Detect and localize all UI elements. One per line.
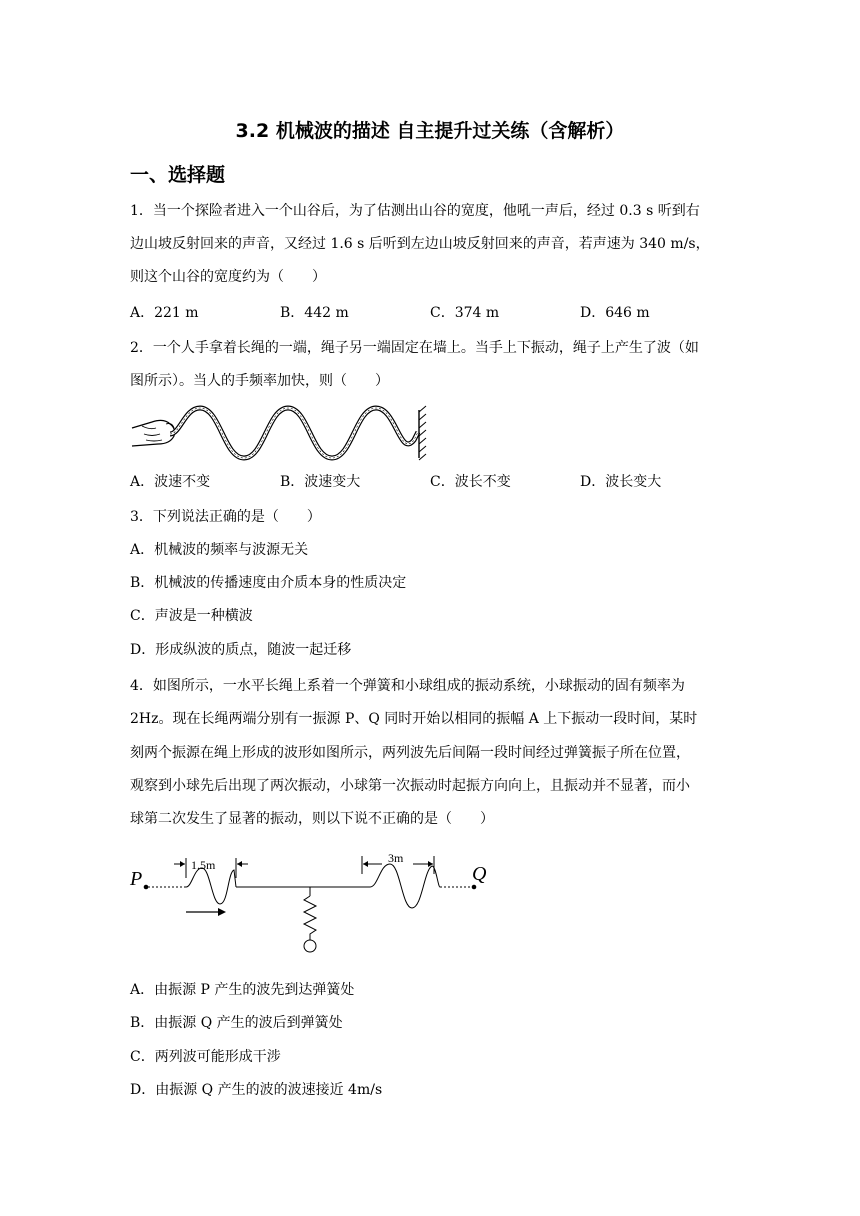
q1-line-3: 则这个山谷的宽度约为（ ） bbox=[130, 269, 326, 285]
source-p-label: P bbox=[130, 868, 143, 890]
rope-wave bbox=[170, 408, 418, 458]
wall bbox=[419, 406, 426, 460]
source-p-dot bbox=[144, 885, 149, 890]
q4-option-c[interactable]: C．两列波可能形成干涉 bbox=[130, 1049, 281, 1065]
q1-option-a[interactable]: A．221 m bbox=[130, 305, 199, 321]
q2-line-1: 2．一个人手拿着长绳的一端，绳子另一端固定在墙上。当手上下振动，绳子上产生了波（如 bbox=[130, 340, 699, 356]
source-q-dot bbox=[472, 885, 477, 890]
q1-line-1: 1．当一个探险者进入一个山谷后，为了估测出山谷的宽度，他吼一声后，经过 0.3 s 听到右 bbox=[130, 203, 700, 219]
q1-line-2: 边山坡反射回来的声音，又经过 1.6 s 后听到左边山坡反射回来的声音，若声速为 340 m/s， bbox=[130, 236, 710, 252]
q4-line-3: 刻两个振源在绳上形成的波形如图所示，两列波先后间隔一段时间经过弹簧振子所在位置， bbox=[130, 745, 690, 761]
q2-line-2: 图所示）。当人的手频率加快，则（ ） bbox=[130, 373, 389, 389]
spring-oscillator-figure bbox=[126, 852, 506, 964]
page-title: 3.2 机械波的描述 自主提升过关练（含解析） bbox=[235, 120, 625, 142]
rope-wave-figure bbox=[130, 400, 440, 470]
q4-line-5: 球第二次发生了显著的振动，则以下说不正确的是（ ） bbox=[130, 811, 494, 827]
right-wave bbox=[370, 864, 440, 908]
q3-stem: 3．下列说法正确的是（ ） bbox=[130, 509, 321, 525]
q4-line-1: 4．如图所示，一水平长绳上系着一个弹簧和小球组成的振动系统，小球振动的固有频率为 bbox=[130, 678, 685, 694]
q4-line-2: 2Hz。现在长绳两端分别有一振源 P、Q 同时开始以相同的振幅 A 上下振动一段时间，某时 bbox=[130, 711, 698, 727]
q2-option-a[interactable]: A．波速不变 bbox=[130, 474, 211, 490]
section-heading: 一、选择题 bbox=[130, 164, 226, 186]
q2-option-b[interactable]: B．波速变大 bbox=[280, 474, 361, 490]
q1-option-d[interactable]: D．646 m bbox=[580, 305, 650, 321]
source-q-label: Q bbox=[472, 863, 487, 885]
left-wave-label: 1.5m bbox=[191, 858, 216, 872]
q4-option-a[interactable]: A．由振源 P 产生的波先到达弹簧处 bbox=[130, 982, 355, 998]
q4-line-4: 观察到小球先后出现了两次振动，小球第一次振动时起振方向向上，且振动并不显著，而小 bbox=[130, 778, 690, 794]
q3-option-b[interactable]: B．机械波的传播速度由介质本身的性质决定 bbox=[130, 575, 407, 591]
q3-option-a[interactable]: A．机械波的频率与波源无关 bbox=[130, 542, 309, 558]
q1-option-b[interactable]: B．442 m bbox=[280, 305, 349, 321]
q1-option-c[interactable]: C．374 m bbox=[430, 305, 500, 321]
q4-option-b[interactable]: B．由振源 Q 产生的波后到弹簧处 bbox=[130, 1015, 343, 1031]
ball bbox=[304, 940, 316, 952]
spring bbox=[304, 887, 316, 952]
q2-option-c[interactable]: C．波长不变 bbox=[430, 474, 511, 490]
q3-option-c[interactable]: C．声波是一种横波 bbox=[130, 608, 253, 624]
q2-option-d[interactable]: D．波长变大 bbox=[580, 474, 662, 490]
hand-icon bbox=[132, 420, 175, 446]
q3-option-d[interactable]: D．形成纵波的质点，随波一起迁移 bbox=[130, 642, 352, 658]
q4-option-d[interactable]: D．由振源 Q 产生的波的波速接近 4m/s bbox=[130, 1082, 383, 1098]
left-wave bbox=[186, 868, 236, 904]
right-wave-label: 3m bbox=[388, 852, 404, 865]
